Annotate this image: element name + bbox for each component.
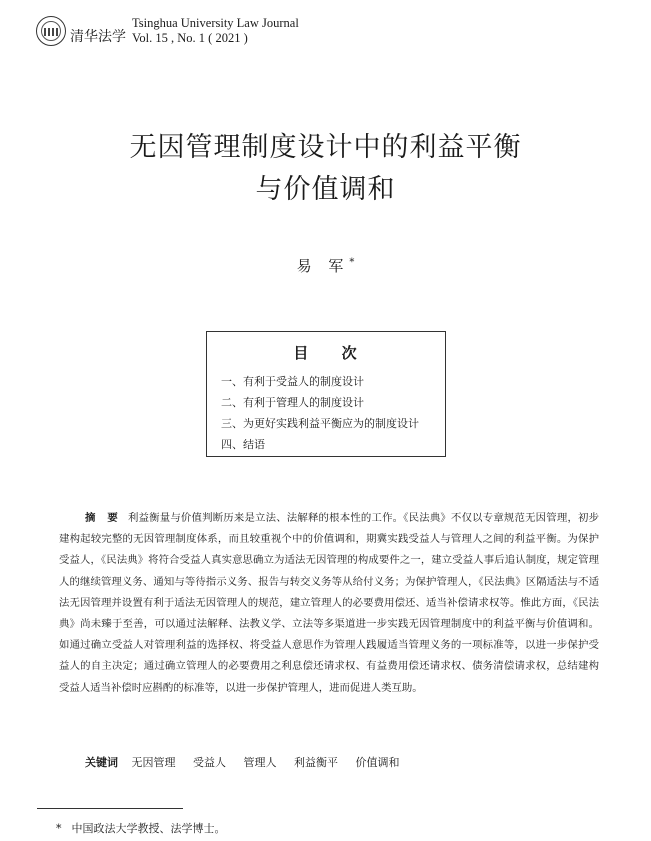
toc-item: 四、结语: [221, 438, 265, 451]
journal-header: [36, 14, 299, 46]
journal-volume: Vol. 15 , No. 1 ( 2021 ): [132, 31, 248, 45]
title-line-1: 无因管理制度设计中的利益平衡: [129, 132, 522, 163]
article-title: [0, 127, 651, 211]
footnote-divider: [37, 808, 183, 809]
journal-name-cn: 清华法学: [70, 29, 126, 45]
toc-list: [221, 371, 445, 455]
abstract-text: 利益衡量与价值判断历来是立法、法解释的根本性的工作。《民法典》不仅以专章规范无因管理，初步建构起较完整的无因管理制度体系，而且较重视个中的价值调和，期冀实践受益人与管理人之间的利益平衡。为保护受益人，《民法典》将符合受益人真实意思确立为适法无因管理的构成要件之一，建立受益人事后追认制度，规定管理人的继续管理义务、通知与等待指示义务、报告与转交义务等从给付义务；为保护管理人，《民法典》区隔适法与不适法无因管理并设置有利于适法无因管理人的规范，建立管理人的必要费用偿还、适当补偿请求权等。惟此方面，《民法典》尚未臻于至善，可以通过法解释、法教义学、立法等多渠道进一步实践无因管理制度中的利益平衡与价值调和。如通过确立受益人对管理利益的选择权、将受益人意思作为管理人践履适当管理义务的一项标准等，以进一步保护受益人的自主决定；通过确立管理人的必要费用之利息偿还请求权、有益费用偿还请求权、债务清偿请求权，总结建构受益人适当补偿时应斟酌的标准等，以进一步保护管理人，进而促进人类互助。: [59, 512, 600, 694]
keywords-label: 关键词: [85, 756, 118, 769]
toc-item: 三、为更好实践利益平衡应为的制度设计: [221, 417, 419, 430]
tsinghua-seal-logo: [36, 16, 66, 46]
abstract: [59, 508, 599, 699]
keyword: 无因管理: [131, 756, 176, 769]
footnote: [56, 820, 226, 836]
keyword: 管理人: [243, 756, 277, 769]
author-line: [0, 255, 651, 276]
journal-info: [132, 16, 299, 46]
keywords: [85, 754, 414, 770]
footnote-text: 中国政法大学教授、法学博士。: [71, 822, 226, 835]
toc-heading: 目 次: [293, 344, 371, 362]
author-name: 易 军: [296, 257, 350, 275]
author-footnote-mark: *: [349, 257, 355, 268]
keyword: 利益衡平: [294, 756, 338, 769]
table-of-contents: [206, 331, 446, 457]
journal-name-en: Tsinghua University Law Journal: [132, 16, 299, 30]
footnote-mark: *: [56, 822, 62, 835]
abstract-label: 摘 要: [85, 512, 122, 524]
title-line-2: 与价值调和: [255, 174, 396, 205]
keyword: 受益人: [193, 756, 226, 769]
toc-item: 二、有利于管理人的制度设计: [221, 396, 364, 409]
keyword: 价值调和: [355, 756, 400, 769]
toc-item: 一、有利于受益人的制度设计: [221, 375, 364, 388]
